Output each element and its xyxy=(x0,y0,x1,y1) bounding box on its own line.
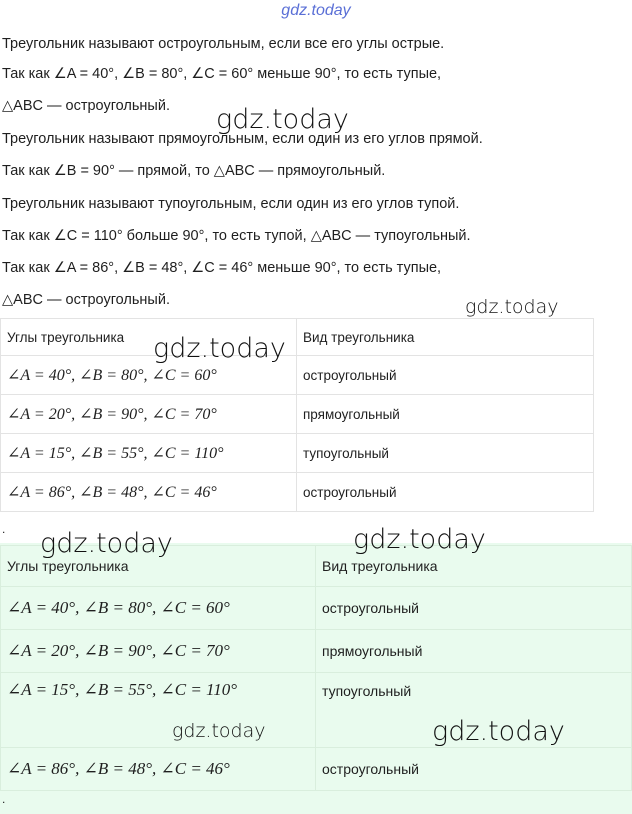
watermark: gdz.today xyxy=(172,720,266,742)
watermark: gdz.today xyxy=(216,104,349,135)
reasoning-line-1: Так как ∠A = 40°, ∠B = 80°, ∠C = 60° меньше 90°, то есть тупые, xyxy=(2,66,442,82)
watermark: gdz.today xyxy=(153,333,286,364)
angles-cell: ∠A = 40°, ∠B = 80°, ∠C = 60° xyxy=(1,356,297,395)
reasoning-line-3: Так как ∠C = 110° больше 90°, то есть тупой, △ABC — тупоугольный. xyxy=(2,228,471,244)
angles-cell: ∠A = 86°, ∠B = 48°, ∠C = 46° xyxy=(1,473,297,512)
definition-acute: Треугольник называют остроугольным, если все его углы острые. xyxy=(2,36,445,52)
answer-table xyxy=(0,545,632,791)
type-cell: остроугольный xyxy=(316,748,632,791)
angles-cell: ∠A = 15°, ∠B = 55°, ∠C = 110° xyxy=(1,673,316,748)
reasoning-line-4: Так как ∠A = 86°, ∠B = 48°, ∠C = 46° меньше 90°, то есть тупые, xyxy=(2,260,442,276)
table-row xyxy=(1,630,632,673)
type-cell: тупоугольный xyxy=(297,434,594,473)
table-row xyxy=(1,356,594,395)
type-cell: прямоугольный xyxy=(297,395,594,434)
type-cell: остроугольный xyxy=(297,356,594,395)
reasoning-line-2: Так как ∠B = 90° — прямой, то △ABC — прямоугольный. xyxy=(2,163,386,179)
angles-cell: ∠A = 86°, ∠B = 48°, ∠C = 46° xyxy=(1,748,316,791)
column-header-type: Вид треугольника xyxy=(316,546,632,587)
column-header-type: Вид треугольника xyxy=(297,319,594,356)
watermark: gdz.today xyxy=(353,524,486,555)
definition-right: Треугольник называют прямоугольным, если один из его углов прямой. xyxy=(2,131,483,147)
conclusion-line-1: △ABC — остроугольный. xyxy=(2,98,170,114)
column-header-angles: Углы треугольника xyxy=(1,546,316,587)
type-cell: тупоугольный xyxy=(316,673,632,748)
table-row xyxy=(1,434,594,473)
site-logo[interactable]: gdz.today xyxy=(281,2,351,19)
table-row xyxy=(1,748,632,791)
table-row xyxy=(1,395,594,434)
type-cell: прямоугольный xyxy=(316,630,632,673)
separator-dot: . xyxy=(2,792,6,806)
table-row xyxy=(1,473,594,512)
angles-cell: ∠A = 40°, ∠B = 80°, ∠C = 60° xyxy=(1,587,316,630)
angles-cell: ∠A = 15°, ∠B = 55°, ∠C = 110° xyxy=(1,434,297,473)
column-header-angles: Углы треугольника xyxy=(1,319,297,356)
triangle-table xyxy=(0,318,594,512)
angles-cell: ∠A = 20°, ∠B = 90°, ∠C = 70° xyxy=(1,630,316,673)
watermark: gdz.today xyxy=(432,716,565,747)
separator-dot: . xyxy=(2,522,6,536)
table-header-row xyxy=(1,319,594,356)
table-row xyxy=(1,587,632,630)
type-cell: остроугольный xyxy=(316,587,632,630)
watermark: gdz.today xyxy=(40,528,173,559)
definition-obtuse: Треугольник называют тупоугольным, если один из его углов тупой. xyxy=(2,196,460,212)
angles-cell: ∠A = 20°, ∠B = 90°, ∠C = 70° xyxy=(1,395,297,434)
type-cell: остроугольный xyxy=(297,473,594,512)
conclusion-line-4: △ABC — остроугольный. xyxy=(2,292,170,308)
watermark: gdz.today xyxy=(465,296,559,318)
